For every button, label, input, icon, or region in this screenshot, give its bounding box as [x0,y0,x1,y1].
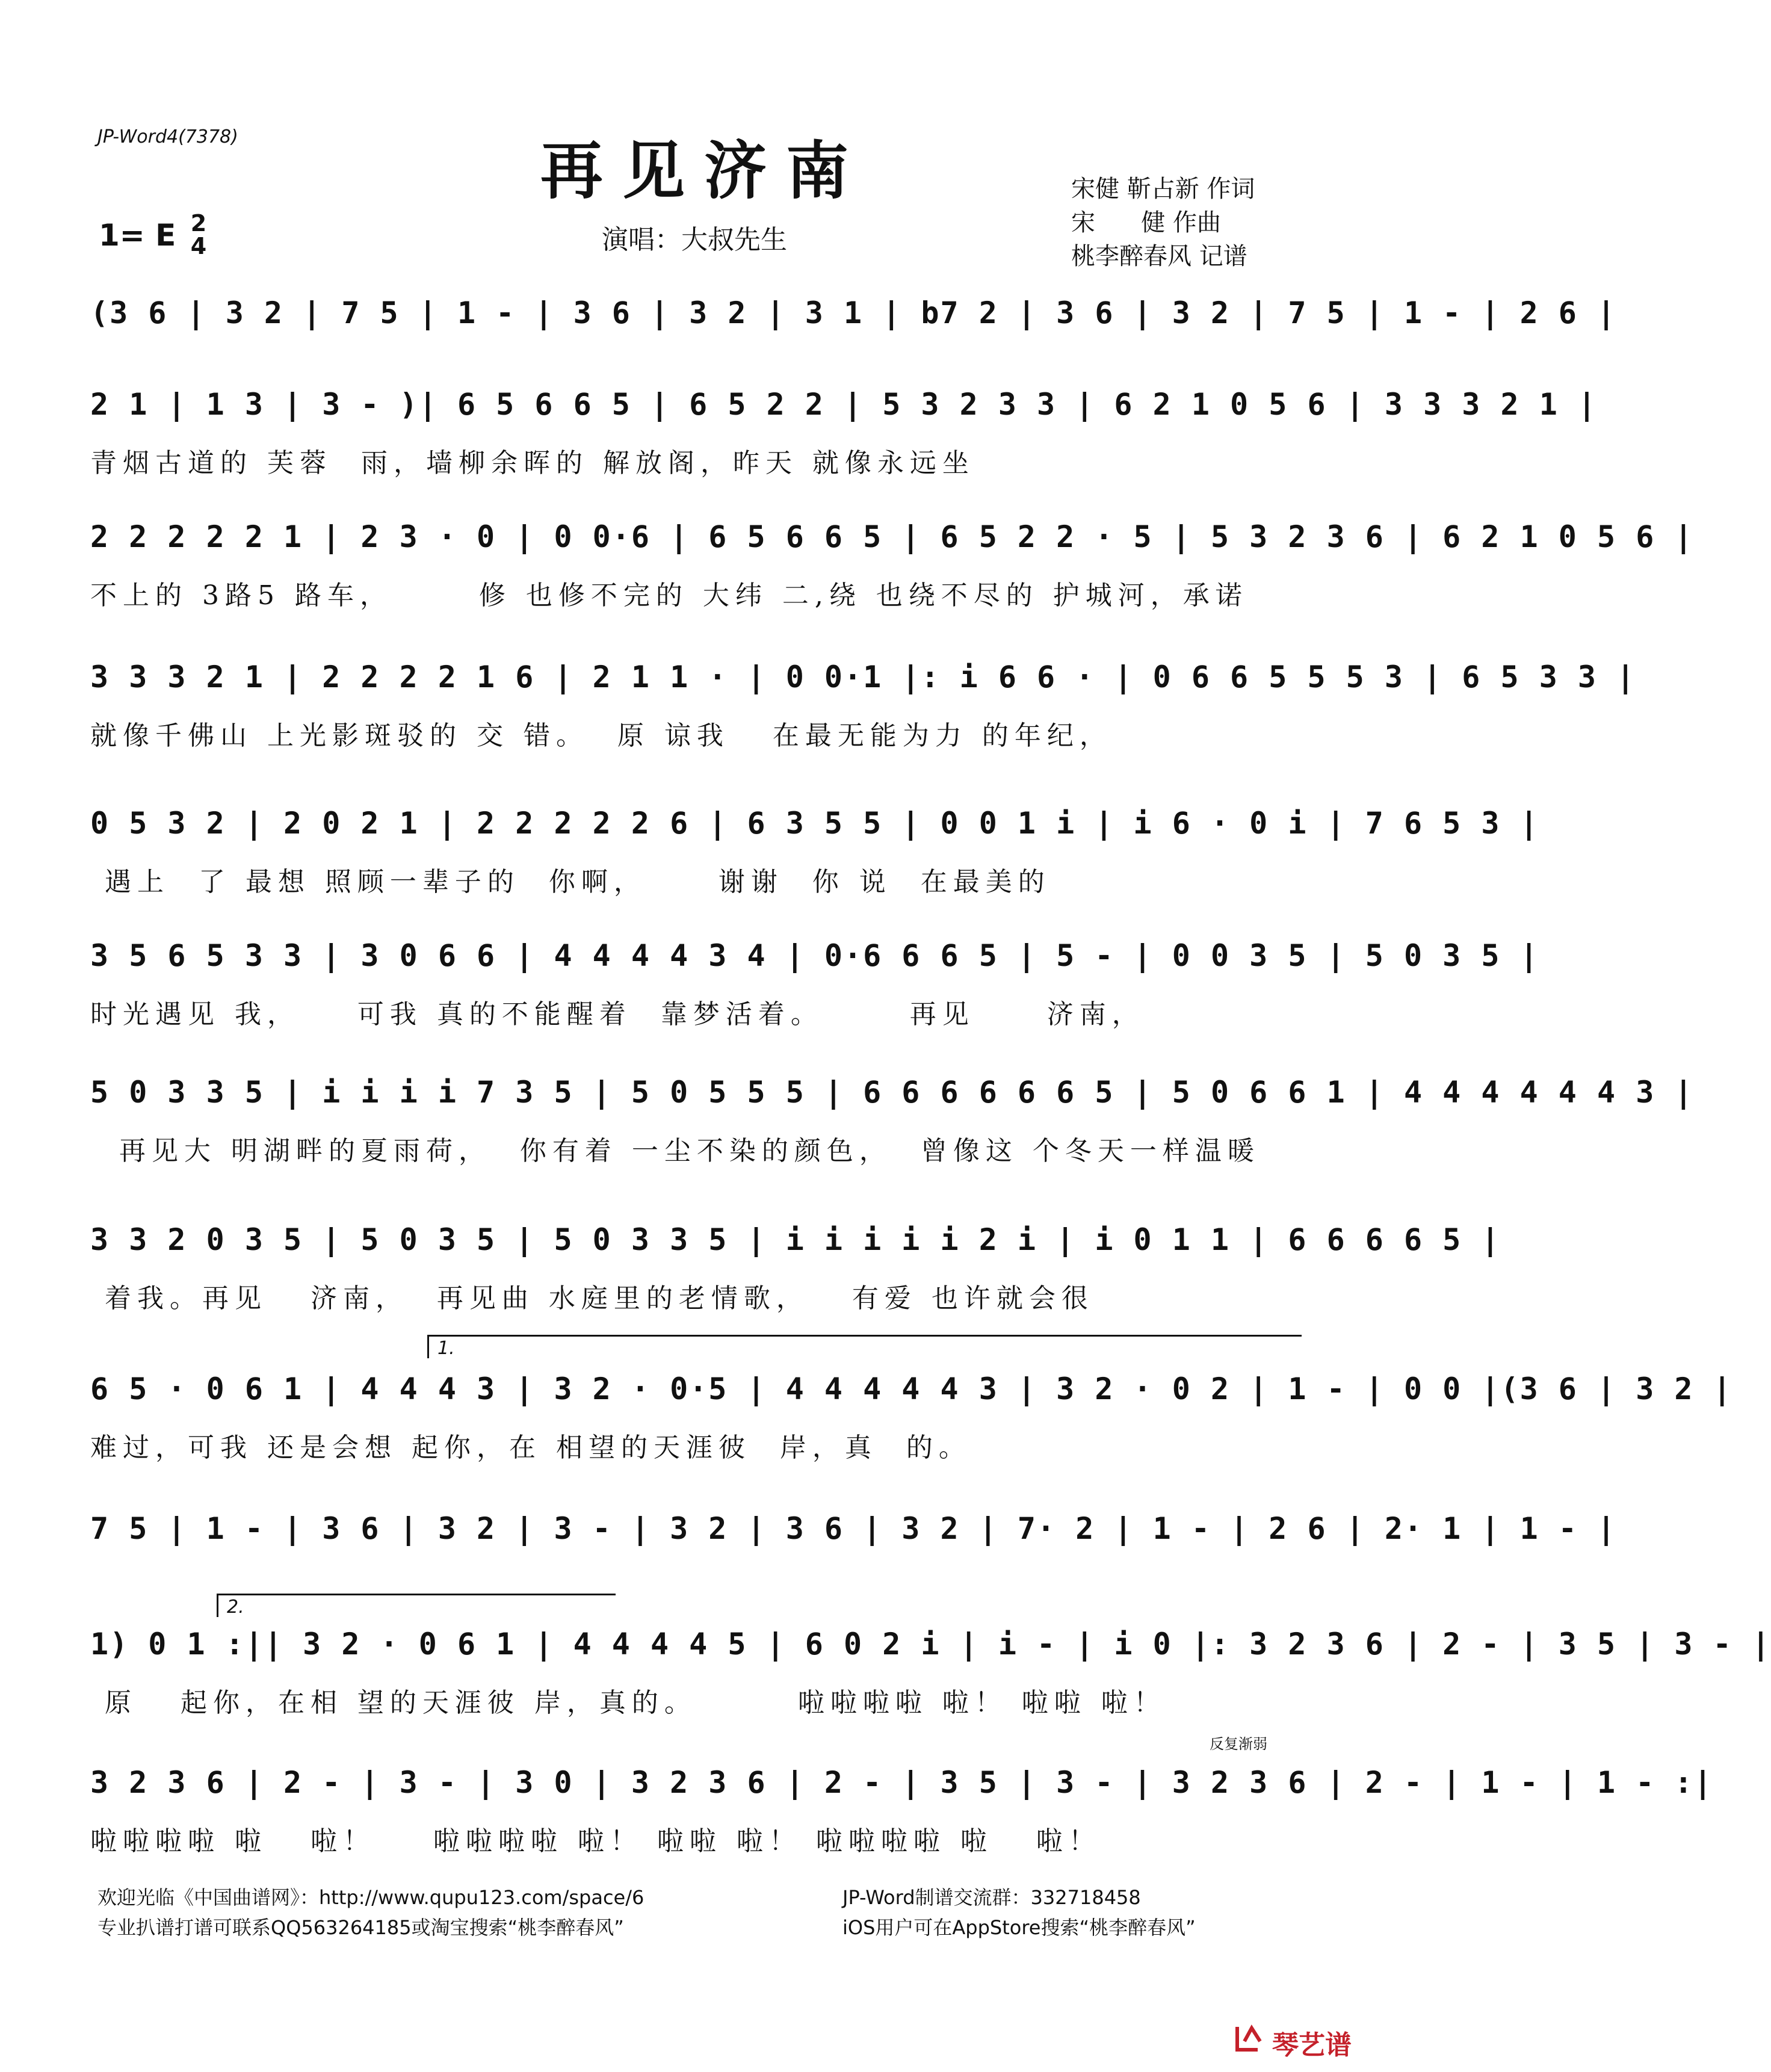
footer-left [97,1882,644,1943]
notes: 3 3 2 0 3 5 | 5 0 3 5 | 5 0 3 3 5 | i i i i i 2 i | i 0 1 1 | 6 6 6 6 5 | [90,1222,1501,1257]
lyrics: 就像千佛山 上光影斑驳的 交 错。 原 谅我 在最无能为力 的年纪， [90,720,1112,751]
lyrics: 着我。再见 济南， 再见曲 水庭里的老情歌， 有爱 也许就会很 [90,1283,1094,1314]
footer-website: 欢迎光临《中国曲谱网》：http://www.qupu123.com/space/6 [97,1886,644,1909]
lyrics: 原 起你，在相 望的天涯彼 岸，真的。 啦啦啦啦 啦！ 啦啦 啦！ [90,1687,1166,1718]
transcriber: 桃李醉春风 记谱 [1071,243,1247,270]
notes: 5 0 3 3 5 | i i i i 7 3 5 | 5 0 5 5 5 | 6 6 6 6 6 6 5 | 5 0 6 6 1 | 4 4 4 4 4 4 3 | [90,1075,1694,1110]
lyrics: 时光遇见 我， 可我 真的不能醒着 靠梦活着。 再见 济南， [90,999,1145,1030]
lyrics: 不上的 3路5 路车， 修 也修不完的 大纬 二,绕 也绕不尽的 护城河，承诺 [90,580,1248,611]
footer-contact: 专业扒谱打谱可联系QQ563264185或淘宝搜索“桃李醉春风” [97,1916,624,1939]
composer: 宋 健 作曲 [1071,209,1222,237]
logo-mark-icon [1234,2023,1267,2053]
notes: 1) 0 1 :|| 3 2 · 0 6 1 | 4 4 4 4 5 | 6 0 2 i | i - | i 0 |: 3 2 3 6 | 2 - | 3 5 | 3 - | [90,1627,1771,1662]
time-top: 2 [190,210,207,237]
dynamic-marking: 反复渐弱 [1210,1736,1267,1752]
footer-ios: iOS用户可在AppStore搜索“桃李醉春风” [842,1916,1196,1939]
lyricist: 宋健 靳占新 作词 [1071,175,1255,203]
notes: (3 6 | 3 2 | 7 5 | 1 - | 3 6 | 3 2 | 3 1 | b7 2 | 3 6 | 3 2 | 7 5 | 1 - | 2 6 | [90,295,1617,330]
lyrics: 青烟古道的 芙蓉 雨，墙柳余晖的 解放阁，昨天 就像永远坐 [90,448,975,478]
volta-label: 1. [437,1338,455,1359]
time-signature [188,212,209,258]
volta-second-ending [217,1594,616,1617]
footer-group: JP-Word制谱交流群：332718458 [842,1886,1141,1909]
notes: 0 5 3 2 | 2 0 2 1 | 2 2 2 2 2 6 | 6 3 5 5 | 0 0 1 i | i 6 · 0 i | 7 6 5 3 | [90,806,1539,841]
lyrics: 难过，可我 还是会想 起你，在 相望的天涯彼 岸，真 的。 [90,1432,971,1463]
key-signature: 1= E [99,218,176,253]
time-bottom: 4 [190,233,207,259]
volta-label: 2. [227,1597,244,1618]
notes: 2 2 2 2 2 1 | 2 3 · 0 | 0 0·6 | 6 5 6 6 5 | 6 5 2 2 · 5 | 5 3 2 3 6 | 6 2 1 0 5 6 | [90,519,1694,554]
notes: 7 5 | 1 - | 3 6 | 3 2 | 3 - | 3 2 | 3 6 | 3 2 | 7· 2 | 1 - | 2 6 | 2· 1 | 1 - | [90,1511,1617,1546]
app-tag: JP-Word4(7378) [97,126,238,147]
song-title: 再见济南 [540,134,868,208]
footer-right [842,1882,1196,1943]
lyrics: 再见大 明湖畔的夏雨荷， 你有着 一尘不染的颜色， 曾像这 个冬天一样温暖 [90,1136,1260,1166]
logo-text: 琴艺谱 [1272,2030,1352,2061]
notes: 2 1 | 1 3 | 3 - )| 6 5 6 6 5 | 6 5 2 2 | 5 3 2 3 3 | 6 2 1 0 5 6 | 3 3 3 2 1 | [90,387,1597,422]
credits [1071,172,1255,273]
notes: 3 3 3 2 1 | 2 2 2 2 1 6 | 2 1 1 · | 0 0·1 |: i 6 6 · | 0 6 6 5 5 5 3 | 6 5 3 3 | [90,660,1636,694]
notes: 3 2 3 6 | 2 - | 3 - | 3 0 | 3 2 3 6 | 2 - | 3 5 | 3 - | 3 2 3 6 | 2 - | 1 - | 1 - :| [90,1765,1713,1800]
lyrics: 啦啦啦啦 啦 啦！ 啦啦啦啦 啦！ 啦啦 啦！ 啦啦啦啦 啦 啦！ [90,1826,1101,1857]
notes: 3 5 6 5 3 3 | 3 0 6 6 | 4 4 4 4 3 4 | 0·6 6 6 5 | 5 - | 0 0 3 5 | 5 0 3 5 | [90,938,1539,973]
volta-first-ending [427,1335,1302,1358]
singer: 演唱：大叔先生 [602,224,787,255]
lyrics: 遇上 了 最想 照顾一辈子的 你啊， 谢谢 你 说 在最美的 [90,867,1051,897]
notes: 6 5 · 0 6 1 | 4 4 4 3 | 3 2 · 0·5 | 4 4 4 4 4 3 | 3 2 · 0 2 | 1 - | 0 0 |(3 6 | 3 2 | [90,1372,1732,1406]
